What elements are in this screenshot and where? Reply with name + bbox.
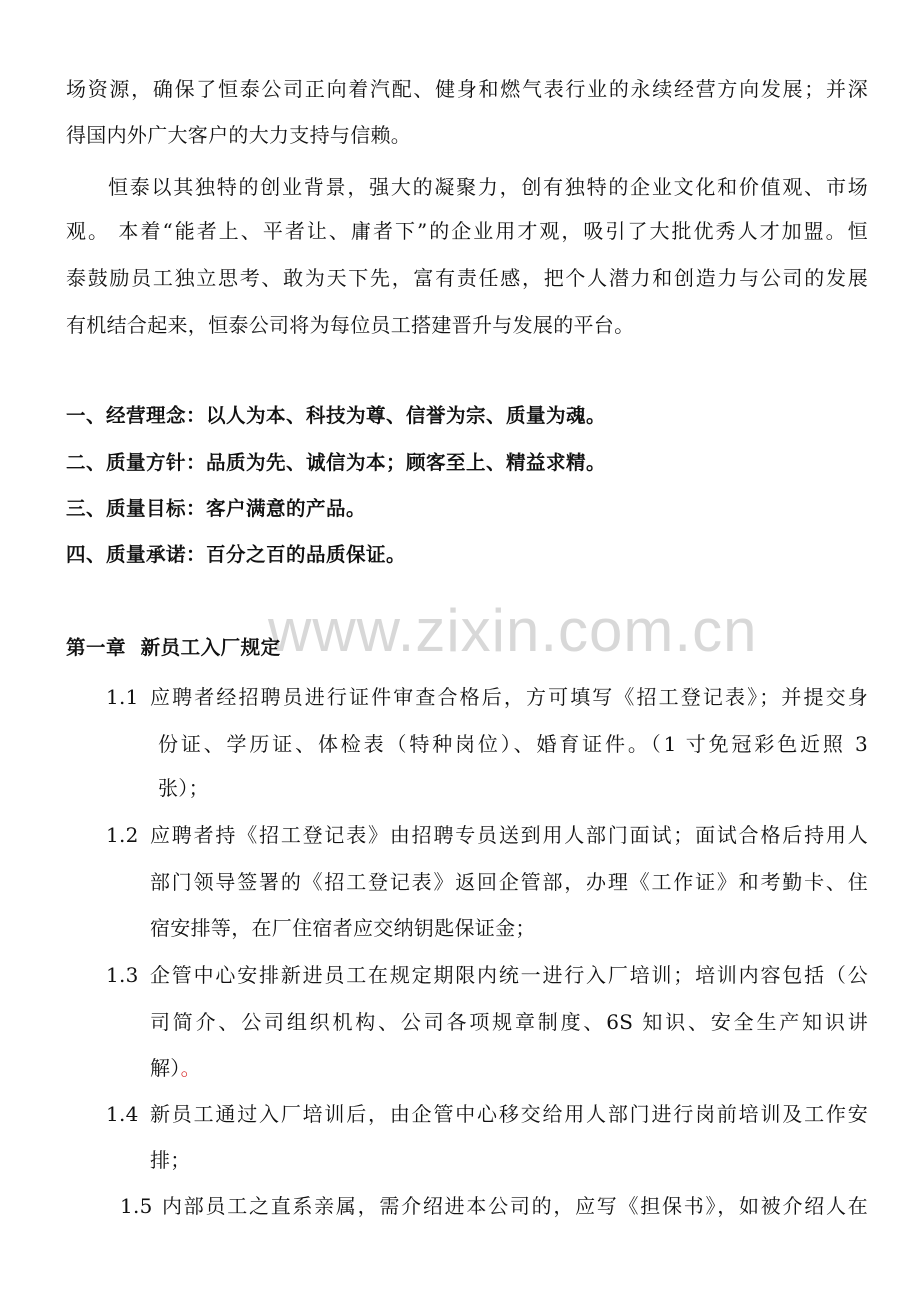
item-text: 司简介、公司组织机构、公司各项规章制度、6S 知识、安全生产知识讲: [150, 1010, 868, 1034]
item-text: 新员工通过入厂培训后，由企管中心移交给用人部门进行岗前培训及工作安: [150, 1102, 868, 1126]
item-text: 应聘者经招聘员进行证件审查合格后，方可填写《招工登记表》；并提交身: [150, 685, 868, 709]
chapter-title: 第一章 新员工入厂规定: [66, 636, 281, 659]
item-number: 1.2: [106, 823, 139, 847]
item-text: 份证、学历证、体检表（特种岗位）、婚育证件。（1 寸免冠彩色近照 3: [158, 732, 868, 756]
intro-line: 得国内外广大客户的大力支持与信赖。: [66, 123, 412, 147]
intro-line: 有机结合起来，恒泰公司将为每位员工搭建晋升与发展的平台。: [66, 313, 635, 337]
principle-item: 三、质量目标：客户满意的产品。: [66, 497, 367, 520]
item-number: 1.3: [106, 963, 139, 987]
item-text: 内部员工之直系亲属，需介绍进本公司的，应写《担保书》，如被介绍人在: [162, 1194, 868, 1218]
item-text: 排；: [150, 1148, 191, 1172]
item-text: 张）；: [158, 776, 209, 800]
intro-line: 泰鼓励员工独立思考、敢为天下先，富有责任感，把个人潜力和创造力与公司的发展: [66, 266, 868, 290]
intro-line: 场资源，确保了恒泰公司正向着汽配、健身和燃气表行业的永续经营方向发展；并深: [66, 77, 868, 101]
item-number: 1.4: [106, 1102, 139, 1126]
principle-item: 四、质量承诺：百分之百的品质保证。: [66, 543, 407, 566]
watermark: www.zixin.com.cn: [268, 597, 758, 664]
intro-line: 观。 本着“能者上、平者让、庸者下”的企业用才观，吸引了大批优秀人才加盟。恒: [66, 219, 868, 243]
intro-line: 恒泰以其独特的创业背景，强大的凝聚力，创有独特的企业文化和价值观、市场: [108, 175, 868, 199]
item-text: 解）: [150, 1056, 181, 1080]
item-text: 应聘者持《招工登记表》由招聘专员送到用人部门面试；面试合格后持用人: [150, 823, 868, 847]
red-punctuation-mark: 。: [180, 1056, 201, 1080]
principle-item: 二、质量方针：品质为先、诚信为本；顾客至上、精益求精。: [66, 451, 607, 474]
principle-item: 一、经营理念：以人为本、科技为尊、信誉为宗、质量为魂。: [66, 404, 607, 427]
item-text: 企管中心安排新进员工在规定期限内统一进行入厂培训；培训内容包括（公: [150, 963, 868, 987]
item-text: 部门领导签署的《招工登记表》返回企管部，办理《工作证》和考勤卡、住: [150, 870, 868, 894]
item-number: 1.1: [106, 685, 139, 709]
item-text-with-mark: [150, 1056, 201, 1080]
item-number: 1.5: [120, 1194, 153, 1218]
item-text: 宿安排等，在厂住宿者应交纳钥匙保证金；: [150, 916, 536, 940]
